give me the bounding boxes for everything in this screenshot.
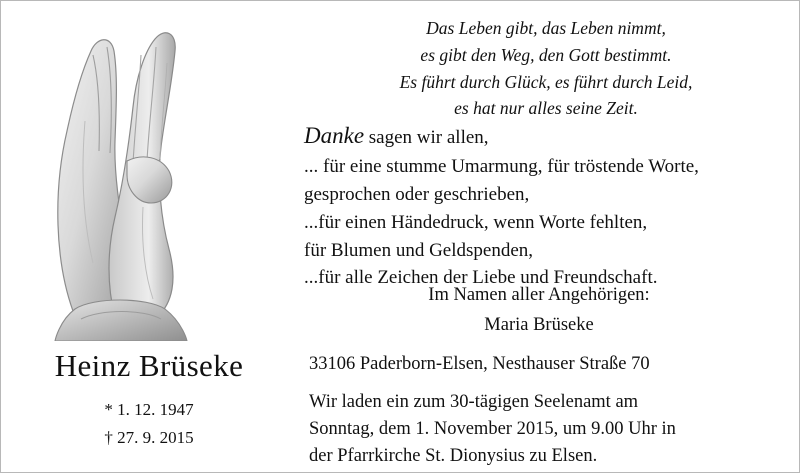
thanks-lead-rest: sagen wir allen, xyxy=(364,127,489,148)
invitation-line-2: Sonntag, dem 1. November 2015, um 9.00 Uhr in xyxy=(309,419,676,440)
verse-block xyxy=(301,15,791,122)
signature-intro: Im Namen aller Angehörigen: xyxy=(428,285,650,305)
birth-date: * 1. 12. 1947 xyxy=(104,400,194,420)
deceased-block xyxy=(1,349,297,451)
thanks-lead-line xyxy=(304,119,799,153)
danke-word: Danke xyxy=(304,123,365,148)
thanks-line-5: ...für alle Zeichen der Liebe und Freundschaft. xyxy=(304,267,658,289)
death-date: † 27. 9. 2015 xyxy=(104,427,194,447)
invitation-line-1: Wir laden ein zum 30-tägigen Seelenamt am xyxy=(309,392,639,412)
invitation-block xyxy=(309,389,794,471)
deceased-name: Heinz Brüseke xyxy=(54,348,244,383)
thanks-line-3: ...für einen Händedruck, wenn Worte fehlten, xyxy=(304,211,648,233)
thanks-line-1: ... für eine stumme Umarmung, für tröstende Worte, xyxy=(304,155,699,177)
signature-block xyxy=(304,281,774,341)
verse-line-3: Es führt durch Glück, es führt durch Leid, xyxy=(399,71,693,92)
invitation-line-3: der Pfarrkirche St. Dionysius zu Elsen. xyxy=(309,446,598,467)
verse-line-1: Das Leben gibt, das Leben nimmt, xyxy=(426,18,666,38)
thanks-line-4: für Blumen und Geldspenden, xyxy=(304,239,534,261)
deceased-dates xyxy=(1,396,297,451)
verse-line-4: es hat nur alles seine Zeit. xyxy=(454,98,638,119)
thanks-line-2: gesprochen oder geschrieben, xyxy=(304,183,530,205)
thanks-block xyxy=(304,119,799,292)
address-line: 33106 Paderborn-Elsen, Nesthauser Straße 70 xyxy=(309,354,650,374)
verse-line-2: es gibt den Weg, den Gott bestimmt. xyxy=(420,44,672,65)
praying-hands-image xyxy=(15,11,265,341)
signature-name: Maria Brüseke xyxy=(484,314,594,335)
